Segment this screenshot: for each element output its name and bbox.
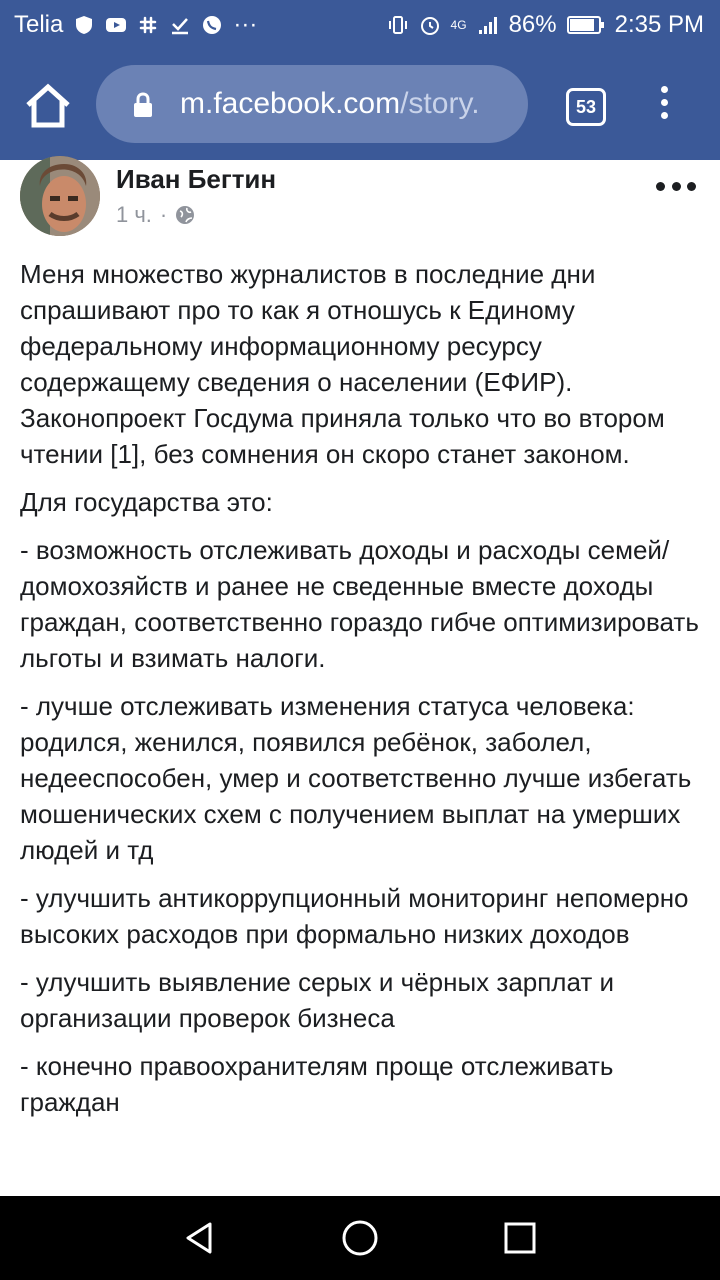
url-path: /story. [400,87,480,120]
post-paragraph: - возможность отслеживать доходы и расходы семей/домохозяйств и ранее не сведенные вместе доходы граждан, соответственно гораздо гибче оптимизировать льготы и взимать налоги. [20,535,699,673]
tab-switcher-button[interactable]: 53 [566,88,606,126]
back-icon[interactable] [180,1218,220,1258]
post-meta [116,202,195,228]
browser-menu-icon[interactable] [652,86,676,126]
post-paragraph: - улучшить антикоррупционный мониторинг непомерно высоких расходов при формально низких доходов [20,883,689,949]
recents-icon[interactable] [500,1218,540,1258]
post-paragraph: Меня множество журналистов в последние дни спрашивают про то как я отношусь к Единому федеральному информационному ресурсу содержащему сведения о населении (ЕФИР). Законопроект Госдума приняла только что во втором чтении [1], без сомнения он скоро станет законом. [20,259,665,469]
youtube-icon [105,14,127,36]
address-bar[interactable] [96,65,528,143]
navigation-bar [0,1196,720,1280]
clock: 2:35 PM [614,11,704,38]
post-author[interactable]: Иван Бегтин [116,164,277,194]
battery-percent: 86% [508,11,557,38]
alarm-icon [419,14,441,36]
avatar-image [20,156,100,236]
post-paragraph: - улучшить выявление серых и чёрных зарплат и организации проверок бизнеса [20,967,615,1033]
battery-icon [567,14,605,36]
carrier-name: Telia [14,11,64,38]
signal-icon [477,14,499,36]
shield-icon [73,14,95,36]
home-circle-icon[interactable] [340,1218,380,1258]
viber-icon [201,14,223,36]
post-header [0,160,720,250]
network-type-label: 4G [450,18,467,32]
status-bar [0,0,720,50]
more-notifications-icon: ··· [233,11,258,38]
avatar[interactable] [20,156,100,236]
meta-separator: · [159,202,168,227]
lock-icon [132,92,154,118]
post-time[interactable]: 1 ч. [116,202,152,227]
post-paragraph: Для государства это: [20,487,273,517]
home-icon[interactable] [22,83,74,129]
post-body [20,256,710,1132]
slack-icon [137,14,159,36]
url-text[interactable] [180,87,510,121]
browser-toolbar [0,50,720,160]
vibrate-icon [387,14,409,36]
download-done-icon [169,14,191,36]
post-options-icon[interactable] [656,182,696,194]
post-paragraph: - лучше отслеживать изменения статуса человека: родился, женился, появился ребёнок, заболел, недееспособен, умер и соответственно лучше избегать мошенических схем с получением выплат на умерших людей и тд [20,691,692,865]
url-host: m.facebook.com [180,87,401,120]
globe-icon [175,205,195,225]
post-paragraph: - конечно правоохранителям проще отслеживать граждан [20,1051,614,1117]
